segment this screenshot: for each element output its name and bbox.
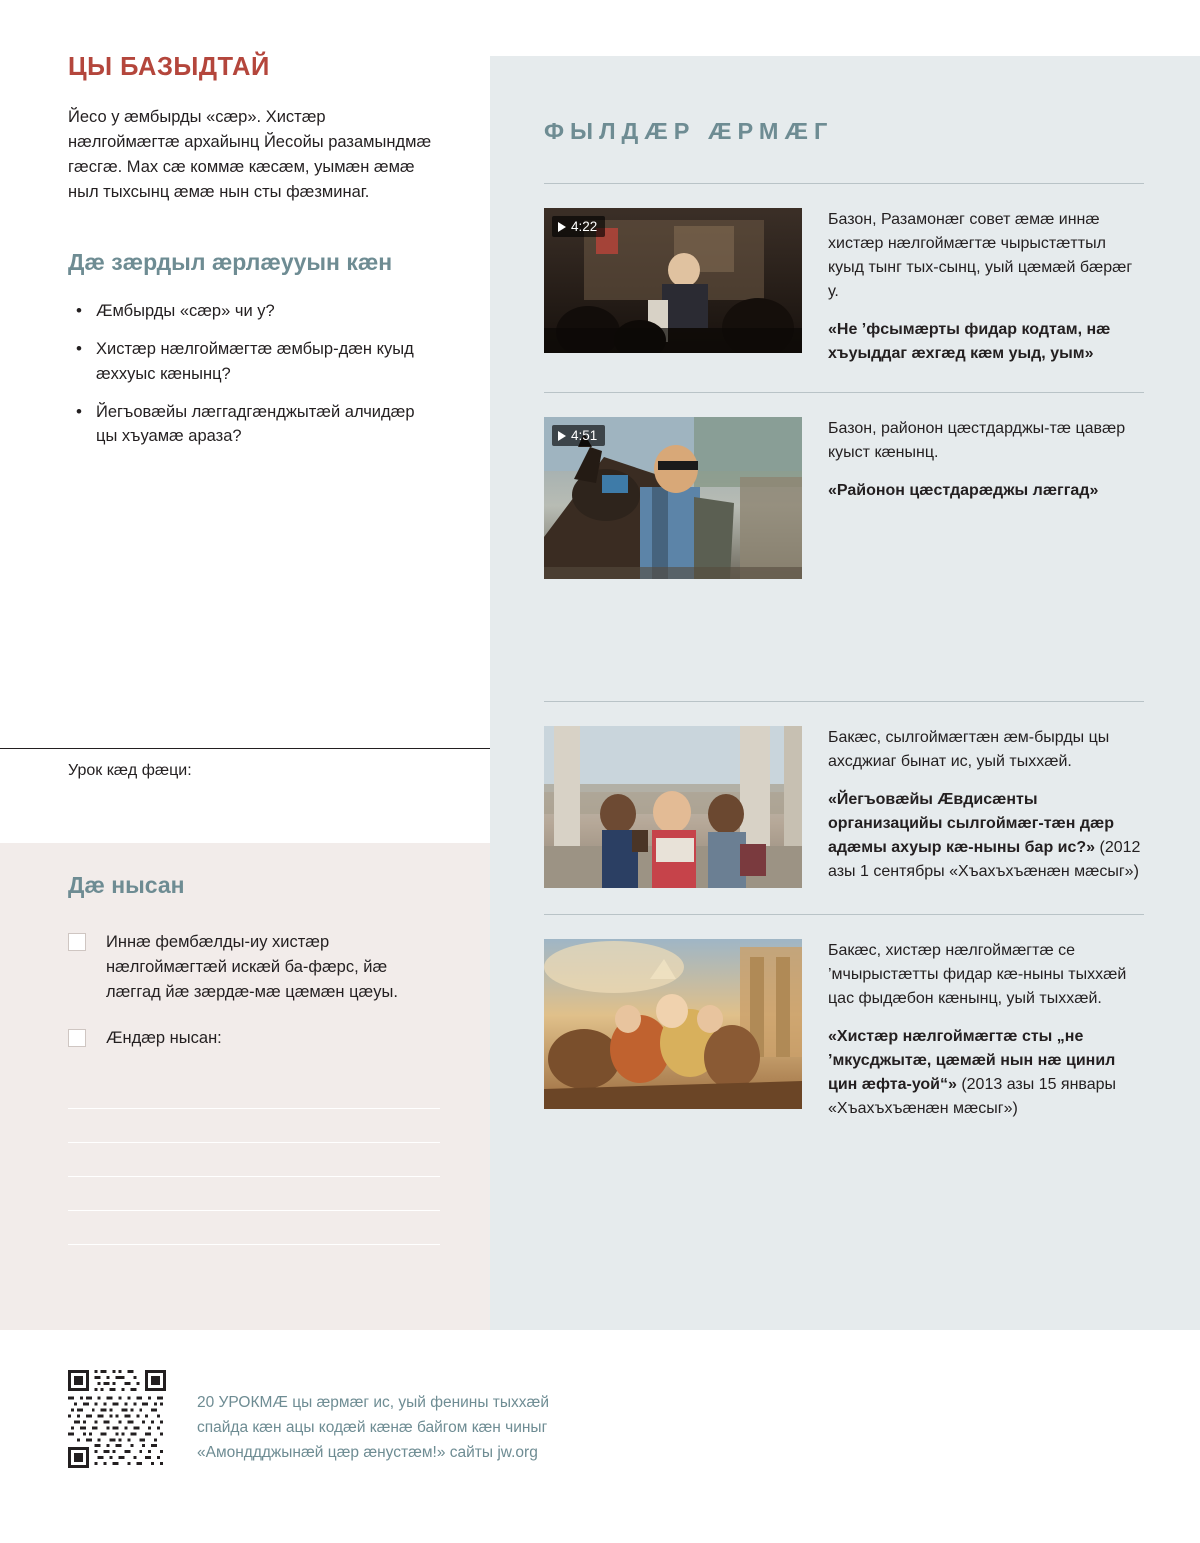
entry-reference: (2013 азы 15 январы «Хъахъхъæнæн мæсыг»): [828, 1076, 1117, 1117]
footer: [0, 1330, 1200, 1543]
goal-item-1[interactable]: [68, 930, 440, 1004]
footer-line-2: спайда кæн ацы кодæй кæнæ байгом кæн чиныг: [197, 1419, 548, 1437]
entry-title-label: «Не ’фсымæрты фидар кодтам, нæ хъуыддаг æхгæд кæм уыд, уым»: [828, 321, 1111, 362]
qr-code-icon[interactable]: [68, 1370, 166, 1468]
list-item: • Йегъовæйы лæггадгæнджытæй алчидæр цы хъуамæ араза?: [96, 400, 438, 450]
thumbnail-image: [544, 939, 802, 1109]
play-icon: [558, 431, 566, 441]
video-duration-badge: [552, 216, 605, 237]
write-line[interactable]: [68, 1244, 440, 1245]
article-thumbnail-1[interactable]: [544, 726, 802, 888]
lesson-completed-label: Урок кæд фæци:: [68, 762, 192, 779]
video-thumbnail-2[interactable]: [544, 417, 802, 579]
left-column: [0, 0, 490, 1330]
checkbox-icon[interactable]: [68, 933, 86, 951]
entry-title[interactable]: [828, 1025, 1144, 1121]
goal-heading: Дæ нысан: [68, 872, 185, 898]
lesson-intro-text: Йесо у æмбырды «сæр». Хистæр нæлгоймæгтæ архайынц Йесойы разамындмæ гæсгæ. Мах сæ коммæ кæсæм, уымæн æмæ ныл тыхсынц æмæ нын сты фæзминаг.: [68, 107, 432, 201]
write-in-lines[interactable]: [68, 1108, 440, 1278]
list-item[interactable]: [490, 393, 1200, 605]
entry-title-label: «Районон цæстдарæджы лæггад»: [828, 482, 1099, 499]
video-duration-badge: [552, 425, 605, 446]
list-item[interactable]: [490, 915, 1200, 1147]
entry-text: [828, 939, 1144, 1121]
duration-label: 4:51: [571, 428, 598, 443]
write-line[interactable]: [68, 1176, 440, 1177]
review-heading: Дæ зæрдыл æрлæууын кæн: [68, 248, 393, 275]
entry-description: Базон, районон цæстдарджы-тæ цавæр куыст кæнынц.: [828, 420, 1126, 461]
write-line[interactable]: [68, 1142, 440, 1143]
duration-label: 4:22: [571, 219, 598, 234]
entry-title[interactable]: [828, 479, 1144, 503]
entry-title-label: «Йегъовæйы Æвдисæнты организацийы сылгоймæг-тæн дæр адæмы ахуыр кæ-ныны бар ис?»: [828, 791, 1115, 856]
list-item[interactable]: [490, 184, 1200, 392]
lesson-summary: [68, 0, 438, 462]
goal-item-label: Иннæ фембæлды-иу хистæр нæлгоймæгтæй искæй ба-фæрс, йæ лæггад йæ зæрдæ-мæ цæмæн цæуы.: [106, 933, 398, 1001]
checkbox-icon[interactable]: [68, 1029, 86, 1047]
page-title: ЦЫ БАЗЫДТАЙ: [68, 53, 270, 81]
entry-reference: (2012 азы 1 сентябры «Хъахъхъæнæн мæсыг»): [828, 839, 1141, 880]
entry-title[interactable]: [828, 318, 1144, 366]
entry-description: Бакæс, сылгоймæгтæн æм-бырды цы ахсджиаг бынат ис, уый тыххæй.: [828, 729, 1110, 770]
entry-text: [828, 208, 1144, 366]
play-icon: [558, 222, 566, 232]
entry-title-label: «Хистæр нæлгоймæгтæ сты „не ’мкусджытæ, цæмæй нын нæ цинил цин æфта-уой“»: [828, 1028, 1116, 1093]
review-question-list: [68, 299, 438, 449]
entry-text: [828, 417, 1144, 503]
list-item: • Æмбырды «сæр» чи у?: [96, 299, 438, 324]
thumbnail-image: [544, 726, 802, 888]
extra-material-panel: [490, 56, 1200, 1330]
extra-material-heading: ФЫЛДÆР ÆРМÆГ: [544, 118, 834, 144]
goal-list: [68, 930, 440, 1073]
write-line[interactable]: [68, 1108, 440, 1109]
list-item: • Хистæр нæлгоймæгтæ æмбыр-дæн куыд æххуыс кæнынц?: [96, 337, 438, 387]
write-line[interactable]: [68, 1210, 440, 1211]
entry-description: Бакæс, хистæр нæлгоймæгтæ се ’мчырыстæтты фидар кæ-ныны тыххæй цас фыдæбон кæнынц, уый тыххæй.: [828, 942, 1127, 1007]
goal-item-2[interactable]: [68, 1026, 440, 1051]
footer-line-3: «Амонддджынæй цæр æнустæм!» сайты jw.org: [197, 1444, 538, 1462]
entry-text: [828, 726, 1144, 884]
footer-text: [197, 1390, 549, 1465]
divider: [0, 748, 490, 749]
article-thumbnail-2[interactable]: [544, 939, 802, 1109]
list-item[interactable]: [490, 702, 1200, 914]
entry-title[interactable]: [828, 788, 1144, 884]
entry-description: Базон, Разамонæг совет æмæ иннæ хистæр нæлгоймæгтæ чырыстæттыл куыд тынг тых-сынц, уый цæмæй бæрæг у.: [828, 211, 1133, 300]
video-thumbnail-1[interactable]: [544, 208, 802, 353]
goal-item-label: Æндæр нысан:: [106, 1029, 222, 1048]
footer-line-1: 20 УРОКМÆ цы æрмæг ис, уый фенины тыххæй: [197, 1394, 549, 1411]
